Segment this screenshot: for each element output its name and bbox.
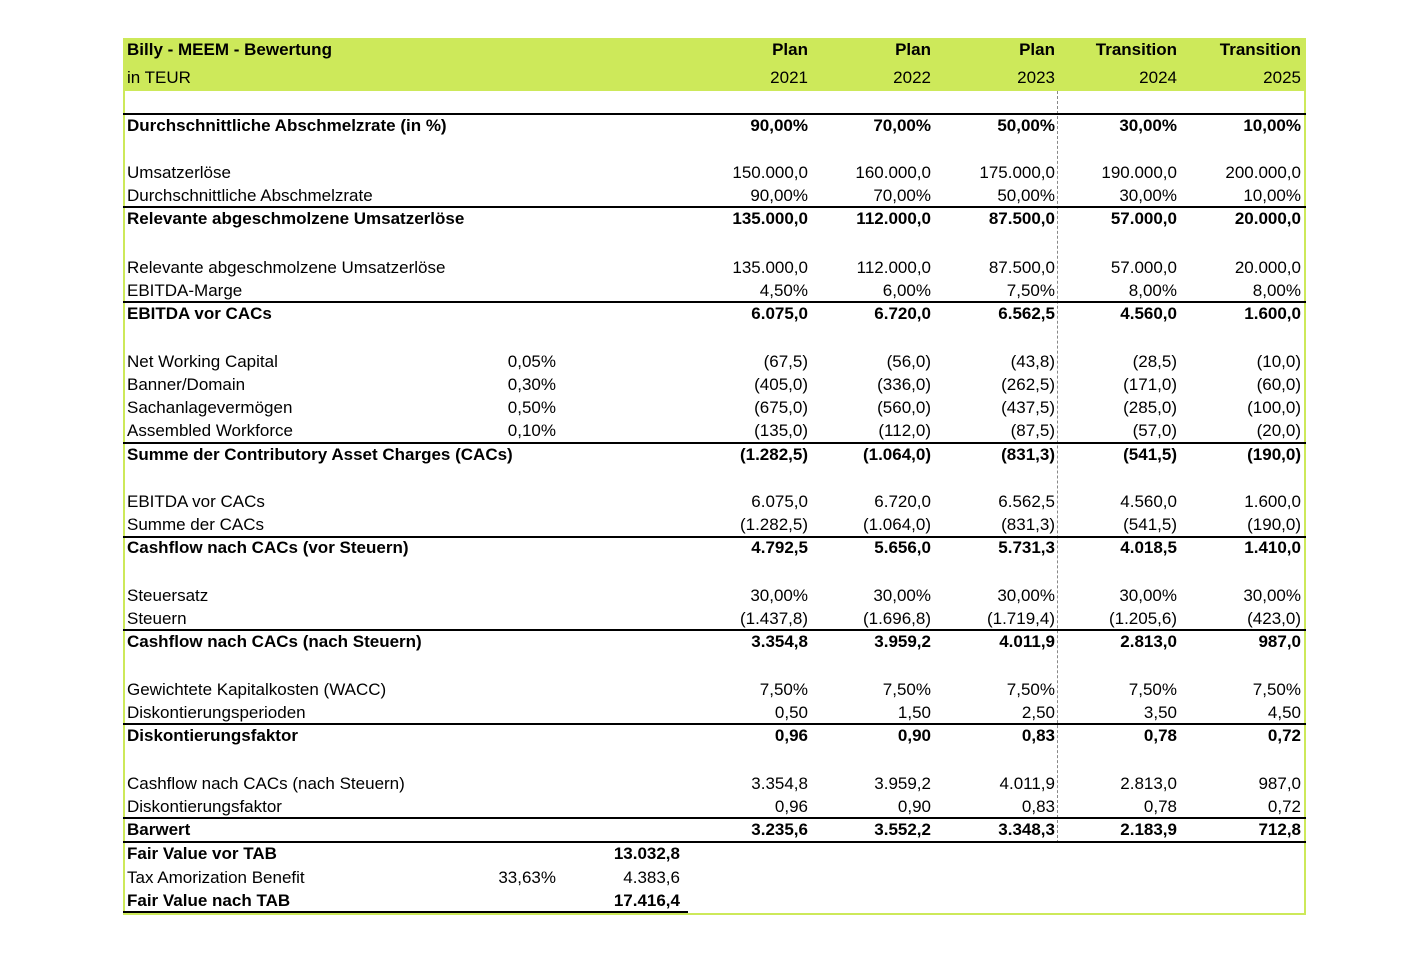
value-cell-2022: 1,50 xyxy=(897,703,931,722)
value-cell-2023: 87.500,0 xyxy=(988,209,1055,228)
value-cell-2025: 0,72 xyxy=(1267,797,1301,816)
value-cell-2023: 7,50% xyxy=(1006,281,1055,300)
value-cell-2024: 30,00% xyxy=(1119,586,1177,605)
section-rule xyxy=(123,442,1306,444)
value-cell-2024: (28,5) xyxy=(1132,352,1177,371)
value-cell-2022: (1.064,0) xyxy=(862,445,931,464)
value-cell-2024: (285,0) xyxy=(1123,398,1177,417)
row-percent: 0,10% xyxy=(507,421,556,440)
value-cell-2023: 6.562,5 xyxy=(998,304,1055,323)
value-cell-2024: 8,00% xyxy=(1128,281,1177,300)
value-cell-2021: 4,50% xyxy=(759,281,808,300)
col-type-2025: Transition xyxy=(1219,40,1301,59)
value-cell-2025: 1.600,0 xyxy=(1244,492,1301,511)
row-percent: 33,63% xyxy=(498,868,556,887)
value-cell-2023: 0,83 xyxy=(1021,726,1055,745)
value-cell-2024: 30,00% xyxy=(1119,116,1177,135)
header-row-2 xyxy=(0,66,1424,89)
row-label: Assembled Workforce xyxy=(127,421,293,440)
value-cell-2024: 0,78 xyxy=(1143,726,1177,745)
value-cell-2022: 5.656,0 xyxy=(874,538,931,557)
section-rule xyxy=(123,841,1306,843)
value-cell-2021: 3.235,6 xyxy=(751,820,808,839)
value-cell-2023: (87,5) xyxy=(1010,421,1055,440)
year-2025: 2025 xyxy=(1263,68,1301,87)
year-2024: 2024 xyxy=(1139,68,1177,87)
table-row xyxy=(0,207,1424,230)
value-cell-2025: (60,0) xyxy=(1256,375,1301,394)
section-rule xyxy=(123,206,1306,208)
value-cell-2021: (405,0) xyxy=(754,375,808,394)
value-cell-2024: 4.018,5 xyxy=(1120,538,1177,557)
value-cell-2023: 30,00% xyxy=(997,586,1055,605)
value-cell-2022: 7,50% xyxy=(882,680,931,699)
table-row xyxy=(0,350,1424,373)
row-label: EBITDA vor CACs xyxy=(127,492,265,511)
value-cell-2024: 57.000,0 xyxy=(1110,258,1177,277)
row-percent: 0,50% xyxy=(507,398,556,417)
value-cell-2024: (1.205,6) xyxy=(1108,609,1177,628)
value-cell-2021: 30,00% xyxy=(750,586,808,605)
table-row xyxy=(0,396,1424,419)
value-cell-2022: (560,0) xyxy=(877,398,931,417)
value-cell-2023: 87.500,0 xyxy=(988,258,1055,277)
value-cell-2025: 10,00% xyxy=(1243,116,1301,135)
value-cell-2022: 112.000,0 xyxy=(856,209,931,228)
row-percent: 0,30% xyxy=(507,375,556,394)
row-label: Barwert xyxy=(127,820,191,839)
fair-value-amount: 4.383,6 xyxy=(623,868,680,887)
value-cell-2021: (1.282,5) xyxy=(739,515,808,534)
row-label: Cashflow nach CACs (nach Steuern) xyxy=(127,774,405,793)
value-cell-2025: (100,0) xyxy=(1247,398,1301,417)
value-cell-2022: (112,0) xyxy=(878,421,931,440)
table-row xyxy=(0,584,1424,607)
year-2023: 2023 xyxy=(1017,68,1055,87)
value-cell-2023: (262,5) xyxy=(1001,375,1055,394)
value-cell-2022: 6.720,0 xyxy=(874,492,931,511)
value-cell-2025: 4,50 xyxy=(1267,703,1301,722)
value-cell-2022: (1.064,0) xyxy=(862,515,931,534)
value-cell-2021: (135,0) xyxy=(754,421,808,440)
row-label: Steuersatz xyxy=(127,586,209,605)
section-rule xyxy=(123,301,1306,303)
row-label: Diskontierungsfaktor xyxy=(127,726,298,745)
row-label: Durchschnittliche Abschmelzrate xyxy=(127,186,373,205)
row-label: Sachanlagevermögen xyxy=(127,398,293,417)
value-cell-2025: 1.600,0 xyxy=(1244,304,1301,323)
row-label: EBITDA-Marge xyxy=(127,281,243,300)
value-cell-2025: 7,50% xyxy=(1252,680,1301,699)
value-cell-2022: 160.000,0 xyxy=(855,163,931,182)
value-cell-2024: 3,50 xyxy=(1143,703,1177,722)
fair-value-amount: 13.032,8 xyxy=(613,844,680,863)
value-cell-2021: 0,96 xyxy=(774,797,808,816)
value-cell-2025: (190,0) xyxy=(1247,515,1301,534)
value-cell-2023: 175.000,0 xyxy=(979,163,1055,182)
row-label: Diskontierungsfaktor xyxy=(127,797,282,816)
table-row xyxy=(0,630,1424,653)
value-cell-2021: 150.000,0 xyxy=(732,163,808,182)
value-cell-2022: 3.552,2 xyxy=(874,820,931,839)
table-row xyxy=(0,443,1424,466)
col-type-2022: Plan xyxy=(895,40,931,59)
year-2021: 2021 xyxy=(770,68,808,87)
table-row xyxy=(0,842,1424,865)
value-cell-2025: (20,0) xyxy=(1256,421,1301,440)
value-cell-2025: 20.000,0 xyxy=(1234,258,1301,277)
value-cell-2023: (831,3) xyxy=(1001,515,1055,534)
value-cell-2021: 3.354,8 xyxy=(751,774,808,793)
row-label: Fair Value nach TAB xyxy=(127,891,291,910)
table-row xyxy=(0,114,1424,137)
row-label: Gewichtete Kapitalkosten (WACC) xyxy=(127,680,387,699)
value-cell-2021: (1.282,5) xyxy=(739,445,808,464)
row-label: Relevante abgeschmolzene Umsatzerlöse xyxy=(127,209,465,228)
value-cell-2023: 0,83 xyxy=(1021,797,1055,816)
row-label: Fair Value vor TAB xyxy=(127,844,277,863)
value-cell-2025: 200.000,0 xyxy=(1225,163,1301,182)
value-cell-2021: 6.075,0 xyxy=(751,492,808,511)
table-row xyxy=(0,795,1424,818)
row-label: Steuern xyxy=(127,609,187,628)
row-label: Relevante abgeschmolzene Umsatzerlöse xyxy=(127,258,446,277)
sheet-title: Billy - MEEM - Bewertung xyxy=(127,40,332,59)
value-cell-2022: 6,00% xyxy=(882,281,931,300)
table-row xyxy=(0,256,1424,279)
value-cell-2021: 90,00% xyxy=(750,186,808,205)
value-cell-2023: 2,50 xyxy=(1021,703,1055,722)
value-cell-2024: (541,5) xyxy=(1123,445,1177,464)
row-label: Diskontierungsperioden xyxy=(127,703,306,722)
value-cell-2021: 0,50 xyxy=(774,703,808,722)
table-row xyxy=(0,678,1424,701)
value-cell-2024: 190.000,0 xyxy=(1101,163,1177,182)
table-row xyxy=(0,536,1424,559)
row-label: Cashflow nach CACs (vor Steuern) xyxy=(127,538,409,557)
fair-value-rule xyxy=(123,911,688,913)
value-cell-2021: 6.075,0 xyxy=(751,304,808,323)
value-cell-2022: (56,0) xyxy=(886,352,931,371)
table-row xyxy=(0,607,1424,630)
value-cell-2021: (67,5) xyxy=(763,352,808,371)
value-cell-2021: (675,0) xyxy=(754,398,808,417)
value-cell-2023: (1.719,4) xyxy=(986,609,1055,628)
value-cell-2023: 7,50% xyxy=(1006,680,1055,699)
row-label: Durchschnittliche Abschmelzrate (in %) xyxy=(127,116,447,135)
value-cell-2024: 2.813,0 xyxy=(1120,774,1177,793)
row-label: Umsatzerlöse xyxy=(127,163,231,182)
value-cell-2023: (831,3) xyxy=(1001,445,1055,464)
value-cell-2025: (423,0) xyxy=(1247,609,1301,628)
value-cell-2025: 30,00% xyxy=(1243,586,1301,605)
value-cell-2024: 7,50% xyxy=(1128,680,1177,699)
value-cell-2025: 8,00% xyxy=(1252,281,1301,300)
table-row xyxy=(0,279,1424,302)
value-cell-2022: 3.959,2 xyxy=(874,632,931,651)
value-cell-2023: 5.731,3 xyxy=(998,538,1055,557)
table-row xyxy=(0,184,1424,207)
table-row xyxy=(0,866,1424,889)
col-type-2023: Plan xyxy=(1019,40,1055,59)
table-row xyxy=(0,419,1424,442)
value-cell-2023: (43,8) xyxy=(1010,352,1055,371)
value-cell-2022: 30,00% xyxy=(873,586,931,605)
value-cell-2025: 20.000,0 xyxy=(1234,209,1301,228)
value-cell-2023: (437,5) xyxy=(1001,398,1055,417)
value-cell-2021: 135.000,0 xyxy=(732,258,808,277)
col-type-2021: Plan xyxy=(772,40,808,59)
value-cell-2022: 3.959,2 xyxy=(874,774,931,793)
value-cell-2024: 57.000,0 xyxy=(1110,209,1177,228)
table-row xyxy=(0,772,1424,795)
value-cell-2024: (57,0) xyxy=(1132,421,1177,440)
value-cell-2025: (10,0) xyxy=(1256,352,1301,371)
value-cell-2024: 30,00% xyxy=(1119,186,1177,205)
value-cell-2023: 50,00% xyxy=(997,116,1055,135)
value-cell-2025: 987,0 xyxy=(1258,632,1301,651)
value-cell-2022: 70,00% xyxy=(873,186,931,205)
row-label: Tax Amorization Benefit xyxy=(127,868,305,887)
table-row xyxy=(0,513,1424,536)
value-cell-2024: (171,0) xyxy=(1123,375,1177,394)
row-label: Net Working Capital xyxy=(127,352,278,371)
value-cell-2022: 0,90 xyxy=(897,726,931,745)
value-cell-2023: 3.348,3 xyxy=(998,820,1055,839)
value-cell-2022: 112.000,0 xyxy=(856,258,931,277)
value-cell-2023: 4.011,9 xyxy=(999,774,1055,793)
row-label: Summe der CACs xyxy=(127,515,264,534)
value-cell-2021: (1.437,8) xyxy=(739,609,808,628)
value-cell-2022: (336,0) xyxy=(877,375,931,394)
section-rule xyxy=(123,536,1306,538)
value-cell-2024: 2.183,9 xyxy=(1120,820,1177,839)
value-cell-2021: 4.792,5 xyxy=(751,538,808,557)
value-cell-2024: (541,5) xyxy=(1123,515,1177,534)
value-cell-2022: 70,00% xyxy=(873,116,931,135)
section-rule xyxy=(123,629,1306,631)
value-cell-2021: 3.354,8 xyxy=(751,632,808,651)
value-cell-2025: 1.410,0 xyxy=(1244,538,1301,557)
value-cell-2022: 0,90 xyxy=(897,797,931,816)
row-percent: 0,05% xyxy=(507,352,556,371)
value-cell-2025: (190,0) xyxy=(1247,445,1301,464)
value-cell-2023: 6.562,5 xyxy=(998,492,1055,511)
header-row-1 xyxy=(0,38,1424,61)
value-cell-2024: 2.813,0 xyxy=(1120,632,1177,651)
table-row xyxy=(0,818,1424,841)
value-cell-2023: 50,00% xyxy=(997,186,1055,205)
value-cell-2025: 712,8 xyxy=(1258,820,1301,839)
value-cell-2021: 0,96 xyxy=(774,726,808,745)
row-label: Summe der Contributory Asset Charges (CACs) xyxy=(127,445,513,464)
value-cell-2021: 90,00% xyxy=(750,116,808,135)
row-label: Banner/Domain xyxy=(127,375,246,394)
value-cell-2025: 987,0 xyxy=(1258,774,1301,793)
section-rule xyxy=(123,817,1306,819)
table-row xyxy=(0,373,1424,396)
value-cell-2021: 7,50% xyxy=(759,680,808,699)
table-row xyxy=(0,701,1424,724)
value-cell-2021: 135.000,0 xyxy=(732,209,808,228)
section-rule xyxy=(123,723,1306,725)
row-label: Cashflow nach CACs (nach Steuern) xyxy=(127,632,422,651)
unit-label: in TEUR xyxy=(127,68,191,87)
table-row xyxy=(0,724,1424,747)
value-cell-2022: (1.696,8) xyxy=(862,609,931,628)
section-rule xyxy=(123,113,1306,115)
value-cell-2025: 0,72 xyxy=(1267,726,1301,745)
value-cell-2024: 4.560,0 xyxy=(1120,304,1177,323)
value-cell-2024: 0,78 xyxy=(1143,797,1177,816)
col-type-2024: Transition xyxy=(1095,40,1177,59)
table-row xyxy=(0,889,1424,912)
year-2022: 2022 xyxy=(893,68,931,87)
value-cell-2022: 6.720,0 xyxy=(874,304,931,323)
value-cell-2023: 4.011,9 xyxy=(999,632,1055,651)
row-label: EBITDA vor CACs xyxy=(127,304,272,323)
table-row xyxy=(0,161,1424,184)
fair-value-amount: 17.416,4 xyxy=(613,891,680,910)
table-row xyxy=(0,490,1424,513)
table-row xyxy=(0,302,1424,325)
value-cell-2025: 10,00% xyxy=(1243,186,1301,205)
value-cell-2024: 4.560,0 xyxy=(1120,492,1177,511)
